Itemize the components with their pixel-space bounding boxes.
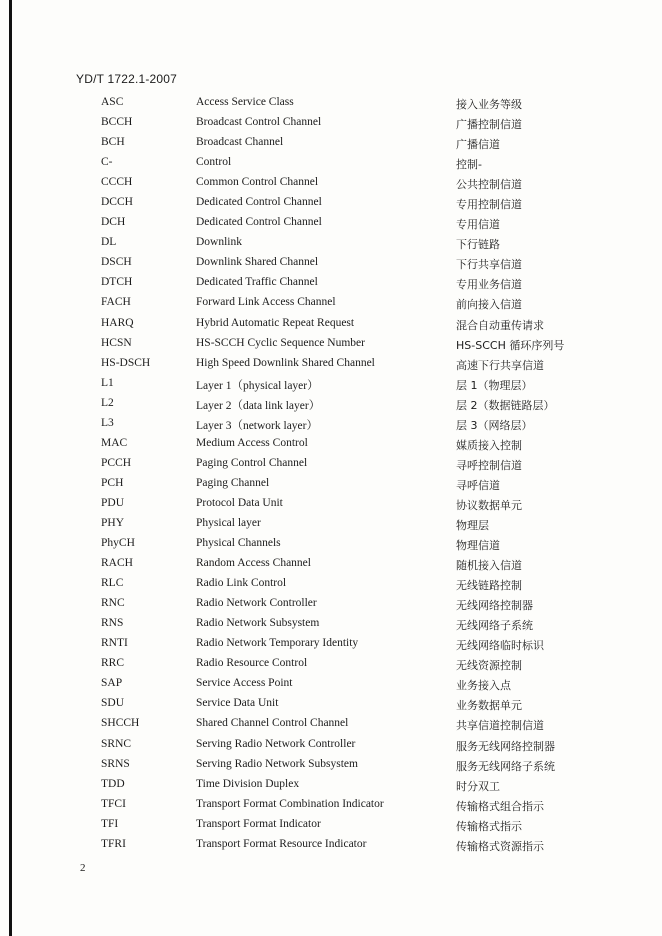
abbreviation-row — [0, 375, 662, 395]
abbreviation-term: SAP — [101, 677, 123, 690]
abbreviation-row — [0, 796, 662, 816]
abbreviation-row — [0, 234, 662, 254]
english-definition: Hybrid Automatic Repeat Request — [196, 316, 355, 329]
abbreviation-term: BCCH — [101, 116, 133, 129]
chinese-definition: 无线链路控制 — [456, 579, 522, 593]
english-definition: Layer 3（network layer） — [196, 419, 318, 432]
abbreviation-term: C- — [101, 156, 113, 169]
abbreviation-term: DCH — [101, 216, 126, 229]
abbreviation-row — [0, 294, 662, 314]
abbreviation-term: PHY — [101, 516, 125, 529]
abbreviation-term: TFRI — [101, 837, 126, 850]
chinese-definition: 无线网络控制器 — [456, 599, 533, 613]
abbreviation-term: SHCCH — [101, 717, 140, 730]
english-definition: Dedicated Traffic Channel — [196, 276, 318, 289]
english-definition: Broadcast Channel — [196, 136, 284, 149]
abbreviation-row — [0, 575, 662, 595]
abbreviation-term: DSCH — [101, 256, 132, 269]
chinese-definition: 传输格式资源指示 — [456, 839, 544, 853]
abbreviation-row — [0, 615, 662, 635]
english-definition: Downlink — [196, 236, 242, 249]
abbreviation-row — [0, 134, 662, 154]
abbreviation-row — [0, 94, 662, 114]
english-definition: Paging Control Channel — [196, 456, 308, 469]
abbreviation-row — [0, 715, 662, 735]
english-definition: HS-SCCH Cyclic Sequence Number — [196, 336, 365, 349]
english-definition: Serving Radio Network Subsystem — [196, 757, 358, 770]
abbreviation-row — [0, 214, 662, 234]
chinese-definition: 物理层 — [456, 518, 489, 532]
chinese-definition: 协议数据单元 — [456, 498, 522, 512]
chinese-definition: 业务数据单元 — [456, 699, 522, 713]
abbreviation-row — [0, 736, 662, 756]
abbreviation-term: PDU — [101, 496, 125, 509]
chinese-definition: 层 3（网络层） — [456, 418, 533, 432]
abbreviation-row — [0, 695, 662, 715]
abbreviation-term: HS-DSCH — [101, 356, 151, 369]
abbreviation-term: CCCH — [101, 176, 133, 189]
abbreviation-term: SDU — [101, 697, 125, 710]
english-definition: Time Division Duplex — [196, 777, 300, 790]
english-definition: Physical Channels — [196, 537, 281, 550]
chinese-definition: 随机接入信道 — [456, 559, 522, 573]
english-definition: Shared Channel Control Channel — [196, 717, 349, 730]
document-header: YD/T 1722.1-2007 — [76, 72, 178, 86]
chinese-definition: 服务无线网络控制器 — [456, 739, 555, 753]
abbreviation-term: ASC — [101, 96, 124, 108]
chinese-definition: 专用业务信道 — [456, 278, 522, 292]
abbreviation-row — [0, 675, 662, 695]
abbreviation-term: DTCH — [101, 276, 133, 289]
english-definition: Dedicated Control Channel — [196, 216, 322, 229]
english-definition: Common Control Channel — [196, 176, 319, 189]
chinese-definition: 媒质接入控制 — [456, 438, 522, 452]
chinese-definition: HS-SCCH 循环序列号 — [456, 338, 565, 352]
chinese-definition: 接入业务等级 — [456, 98, 522, 111]
abbreviation-row — [0, 535, 662, 555]
abbreviation-term: RNS — [101, 617, 124, 630]
abbreviation-row — [0, 355, 662, 375]
abbreviation-row — [0, 274, 662, 294]
chinese-definition: 层 1（物理层） — [456, 378, 533, 392]
abbreviation-row — [0, 756, 662, 776]
chinese-definition: 控制- — [456, 158, 482, 172]
english-definition: Transport Format Resource Indicator — [196, 837, 367, 850]
chinese-definition: 前向接入信道 — [456, 298, 522, 312]
page-number: 2 — [80, 862, 86, 874]
english-definition: Radio Network Temporary Identity — [196, 637, 359, 650]
abbreviation-row — [0, 495, 662, 515]
english-definition: Radio Resource Control — [196, 657, 308, 670]
english-definition: Control — [196, 156, 232, 169]
abbreviation-row — [0, 174, 662, 194]
chinese-definition: 专用控制信道 — [456, 198, 522, 212]
abbreviation-term: TFI — [101, 817, 119, 830]
english-definition: Serving Radio Network Controller — [196, 737, 356, 750]
english-definition: Medium Access Control — [196, 436, 308, 449]
english-definition: Downlink Shared Channel — [196, 256, 319, 269]
chinese-definition: 层 2（数据链路层） — [456, 398, 555, 412]
chinese-definition: 寻呼信道 — [456, 478, 500, 492]
chinese-definition: 无线资源控制 — [456, 659, 522, 673]
abbreviation-row — [0, 595, 662, 615]
english-definition: Paging Channel — [196, 476, 270, 489]
abbreviation-term: PhyCH — [101, 537, 135, 550]
abbreviation-row — [0, 315, 662, 335]
english-definition: Transport Format Combination Indicator — [196, 797, 384, 810]
abbreviation-term: RACH — [101, 557, 133, 570]
abbreviation-row — [0, 776, 662, 796]
english-definition: Forward Link Access Channel — [196, 296, 336, 309]
english-definition: Access Service Class — [196, 96, 294, 108]
english-definition: Physical layer — [196, 516, 261, 529]
chinese-definition: 下行链路 — [456, 238, 500, 252]
english-definition: Radio Network Controller — [196, 597, 317, 610]
abbreviation-term: PCCH — [101, 456, 132, 469]
abbreviation-term: DCCH — [101, 196, 133, 209]
abbreviation-row — [0, 836, 662, 856]
abbreviation-term: RLC — [101, 577, 124, 590]
chinese-definition: 业务接入点 — [456, 679, 511, 693]
abbreviation-row — [0, 154, 662, 174]
english-definition: Service Data Unit — [196, 697, 279, 710]
abbreviation-term: RNTI — [101, 637, 128, 650]
abbreviation-row — [0, 515, 662, 535]
abbreviation-row — [0, 254, 662, 274]
abbreviation-row — [0, 395, 662, 415]
chinese-definition: 传输格式指示 — [456, 819, 522, 833]
abbreviation-term: HCSN — [101, 336, 132, 349]
chinese-definition: 广播信道 — [456, 138, 500, 152]
english-definition: Broadcast Control Channel — [196, 116, 322, 129]
abbreviation-term: L3 — [101, 416, 114, 429]
english-definition: Service Access Point — [196, 677, 293, 690]
abbreviation-term: BCH — [101, 136, 125, 149]
abbreviation-row — [0, 555, 662, 575]
abbreviation-term: HARQ — [101, 316, 134, 329]
abbreviation-term: L2 — [101, 396, 114, 409]
english-definition: Radio Link Control — [196, 577, 287, 590]
abbreviation-row — [0, 635, 662, 655]
abbreviation-term: RRC — [101, 657, 125, 670]
abbreviation-term: TFCI — [101, 797, 126, 810]
english-definition: Dedicated Control Channel — [196, 196, 322, 209]
abbreviation-term: DL — [101, 236, 117, 249]
abbreviation-row — [0, 415, 662, 435]
chinese-definition: 无线网络临时标识 — [456, 639, 544, 653]
abbreviation-term: FACH — [101, 296, 131, 309]
chinese-definition: 广播控制信道 — [456, 118, 522, 132]
english-definition: Layer 2（data link layer） — [196, 399, 321, 412]
chinese-definition: 专用信道 — [456, 218, 500, 232]
abbreviation-row — [0, 435, 662, 455]
english-definition: Random Access Channel — [196, 557, 311, 570]
english-definition: Protocol Data Unit — [196, 496, 283, 509]
chinese-definition: 高速下行共享信道 — [456, 358, 544, 372]
abbreviation-term: PCH — [101, 476, 124, 489]
abbreviation-list — [0, 94, 662, 856]
abbreviation-row — [0, 335, 662, 355]
chinese-definition: 时分双工 — [456, 779, 500, 793]
abbreviation-term: L1 — [101, 376, 114, 389]
abbreviation-term: SRNC — [101, 737, 132, 750]
abbreviation-row — [0, 455, 662, 475]
abbreviation-row — [0, 475, 662, 495]
chinese-definition: 混合自动重传请求 — [456, 318, 544, 332]
english-definition: Radio Network Subsystem — [196, 617, 320, 630]
abbreviation-term: MAC — [101, 436, 128, 449]
abbreviation-row — [0, 816, 662, 836]
english-definition: Transport Format Indicator — [196, 817, 321, 830]
chinese-definition: 寻呼控制信道 — [456, 458, 522, 472]
english-definition: High Speed Downlink Shared Channel — [196, 356, 375, 369]
chinese-definition: 传输格式组合指示 — [456, 799, 544, 813]
abbreviation-row — [0, 655, 662, 675]
abbreviation-term: TDD — [101, 777, 125, 790]
chinese-definition: 下行共享信道 — [456, 258, 522, 272]
chinese-definition: 公共控制信道 — [456, 178, 522, 192]
abbreviation-term: SRNS — [101, 757, 130, 770]
abbreviation-term: RNC — [101, 597, 125, 610]
chinese-definition: 无线网络子系统 — [456, 619, 533, 633]
english-definition: Layer 1（physical layer） — [196, 379, 319, 392]
abbreviation-row — [0, 194, 662, 214]
abbreviation-row — [0, 114, 662, 134]
chinese-definition: 物理信道 — [456, 539, 500, 553]
chinese-definition: 共享信道控制信道 — [456, 719, 544, 733]
chinese-definition: 服务无线网络子系统 — [456, 759, 555, 773]
